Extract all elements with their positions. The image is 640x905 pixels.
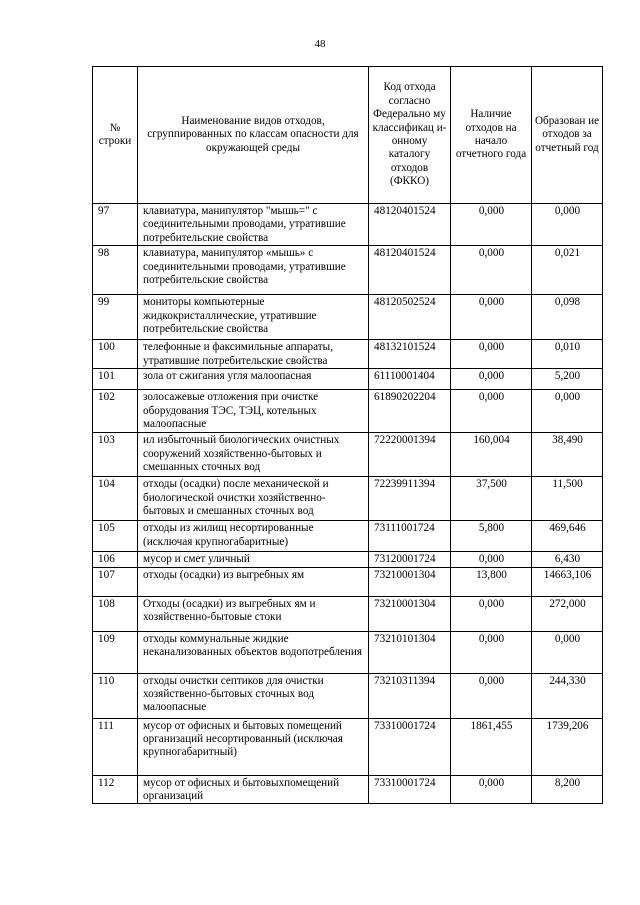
row-number: 103 [93,433,138,477]
start-amount: 0,000 [451,552,532,567]
start-amount: 0,000 [451,295,532,340]
fkko-code: 72220001394 [369,433,451,477]
formed-amount: 0,000 [532,204,603,246]
row-number: 111 [93,718,138,775]
formed-amount: 14663,106 [532,567,603,596]
formed-amount: 0,098 [532,295,603,340]
table-row [93,596,603,631]
fkko-code: 73210101304 [369,631,451,673]
waste-name: мусор от офисных и бытовых помещений организаций несортированный (исключая крупногабаритный) [138,718,369,775]
table-row [93,631,603,673]
formed-amount: 0,000 [532,390,603,433]
waste-name: мониторы компьютерные жидкокристаллические, утратившие потребительские свойства [138,295,369,340]
waste-name: мусор от офисных и бытовыхпомещений организаций [138,775,369,804]
waste-name: отходы (осадки) из выгребных ям [138,567,369,596]
start-amount: 0,000 [451,775,532,804]
fkko-code: 48132101524 [369,340,451,369]
table-row [93,718,603,775]
table-row [93,673,603,718]
fkko-code: 61890202204 [369,390,451,433]
start-amount: 0,000 [451,596,532,631]
waste-name: клавиатура, манипулятор "мышь=" с соединительными проводами, утратившие потребительские свойства [138,204,369,246]
start-amount: 160,004 [451,433,532,477]
header-row-number: № строки [93,67,138,204]
formed-amount: 272,000 [532,596,603,631]
formed-amount: 11,500 [532,477,603,521]
table-row [93,246,603,295]
waste-name: Отходы (осадки) из выгребных ям и хозяйственно-бытовые стоки [138,596,369,631]
table-row [93,567,603,596]
waste-name: отходы (осадки) после механической и биологической очистки хозяйственно-бытовых и смешанных сточных вод [138,477,369,521]
start-amount: 5,800 [451,521,532,552]
formed-amount: 0,021 [532,246,603,295]
formed-amount: 1739,206 [532,718,603,775]
table-row [93,390,603,433]
row-number: 109 [93,631,138,673]
fkko-code: 48120401524 [369,204,451,246]
start-amount: 37,500 [451,477,532,521]
table-row [93,775,603,804]
fkko-code: 48120401524 [369,246,451,295]
formed-amount: 38,490 [532,433,603,477]
header-waste-name: Наименование видов отходов, сгруппированных по классам опасности для окружающей среды [138,67,369,204]
header-fkko-code: Код отхода согласно Федерально му классификац и-онному каталогу отходов (ФККО) [369,67,451,204]
formed-amount: 5,200 [532,369,603,390]
formed-amount: 0,010 [532,340,603,369]
fkko-code: 72239911394 [369,477,451,521]
header-formed-amount: Образован ие отходов за отчетный год [532,67,603,204]
waste-name: зола от сжигания угля малоопасная [138,369,369,390]
formed-amount: 469,646 [532,521,603,552]
table-row [93,369,603,390]
start-amount: 0,000 [451,631,532,673]
waste-name: отходы очистки септиков для очистки хозяйственно-бытовых сточных вод малоопасные [138,673,369,718]
row-number: 101 [93,369,138,390]
waste-name: золосажевые отложения при очистке оборудования ТЭС, ТЭЦ, котельных малоопасные [138,390,369,433]
waste-name: отходы из жилищ несортированные (исключая крупногабаритные) [138,521,369,552]
row-number: 107 [93,567,138,596]
fkko-code: 73210311394 [369,673,451,718]
row-number: 112 [93,775,138,804]
page-number: 48 [314,38,326,50]
start-amount: 0,000 [451,673,532,718]
row-number: 105 [93,521,138,552]
table-header-row [93,67,603,204]
start-amount: 13,800 [451,567,532,596]
table-row [93,295,603,340]
table-row [93,204,603,246]
row-number: 106 [93,552,138,567]
row-number: 97 [93,204,138,246]
fkko-code: 73111001724 [369,521,451,552]
row-number: 110 [93,673,138,718]
formed-amount: 244,330 [532,673,603,718]
start-amount: 0,000 [451,390,532,433]
waste-name: ил избыточный биологических очистных сооружений хозяйственно-бытовых и смешанных сточных вод [138,433,369,477]
header-start-amount: Наличие отходов на начало отчетного года [451,67,532,204]
start-amount: 0,000 [451,246,532,295]
waste-name: телефонные и факсимильные аппараты, утратившие потребительские свойства [138,340,369,369]
formed-amount: 0,000 [532,631,603,673]
formed-amount: 6,430 [532,552,603,567]
waste-name: клавиатура, манипулятор «мышь» с соединительными проводами, утратившие потребительские свойства [138,246,369,295]
fkko-code: 73210001304 [369,567,451,596]
table-row [93,340,603,369]
waste-table [92,66,603,804]
fkko-code: 73210001304 [369,596,451,631]
fkko-code: 73310001724 [369,775,451,804]
table-row [93,433,603,477]
row-number: 102 [93,390,138,433]
table-row [93,521,603,552]
fkko-code: 61110001404 [369,369,451,390]
row-number: 98 [93,246,138,295]
fkko-code: 73120001724 [369,552,451,567]
table-row [93,477,603,521]
row-number: 108 [93,596,138,631]
row-number: 100 [93,340,138,369]
start-amount: 0,000 [451,204,532,246]
row-number: 99 [93,295,138,340]
start-amount: 1861,455 [451,718,532,775]
formed-amount: 8,200 [532,775,603,804]
start-amount: 0,000 [451,340,532,369]
fkko-code: 73310001724 [369,718,451,775]
start-amount: 0,000 [451,369,532,390]
waste-name: мусор и смет уличный [138,552,369,567]
row-number: 104 [93,477,138,521]
table-row [93,552,603,567]
waste-name: отходы коммунальные жидкие неканализованных объектов водопотребления [138,631,369,673]
fkko-code: 48120502524 [369,295,451,340]
